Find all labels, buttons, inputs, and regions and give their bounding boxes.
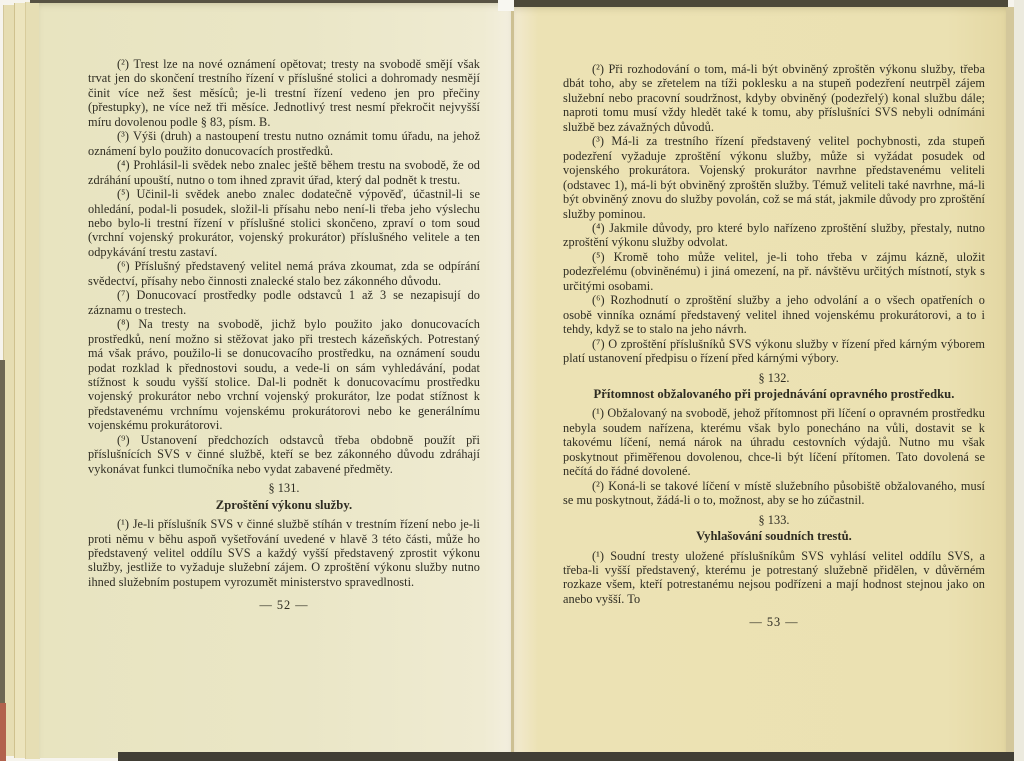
left-page-text [88, 57, 480, 613]
section-title: Zproštění výkonu služby. [215, 497, 353, 512]
paragraph: (³) Výši (druh) a nastoupení trestu nutno oznámit tomu úřadu, na jehož oznámení bylo použito donucovacích prostředků. [88, 129, 480, 158]
paragraph: (²) Koná-li se takové líčení v místě služebního působiště obžalovaného, musí se mu poskytnout, žádá-li o to, možnost, aby se ho zúčastnil. [563, 478, 985, 508]
section-number: § 133. [758, 512, 790, 527]
page-number: — 53 — [749, 615, 799, 630]
section-title: Přítomnost obžalovaného při projednávání opravného prostředku. [593, 386, 955, 401]
scan-background [1014, 0, 1024, 761]
paragraph: (⁵) Učinil-li svědek anebo znalec dodatečně výpověď, účastnil-li se ohledání, podal-li posudek, složil-li přísahu nebo není-li třeba jeho výslechu nebo bylo-li trestní řízení v příslušné stolici skončeno, zpraví o tom soud (vrchní vojenský prokurátor, vojenský prokurátor) příslušného velitele a ten odpykávání trestu zastaví. [88, 187, 480, 259]
paragraph: (⁴) Prohlásil-li svědek nebo znalec ještě během trestu na svobodě, že od zdráhání upouští, nutno o tom ihned zpravit úřad, který dal podnět k trestu. [88, 158, 480, 187]
paragraph: (²) Při rozhodování o tom, má-li být obviněný zproštěn výkonu služby, třeba dbát toho, aby se zřetelem na tíži poklesku a na stupeň podezření neutrpěl zájem služební nebo pracovní soudržnost, kdyby obviněný (podezřelý) konal službu dále; naproti tomu musí vždy hledět také k tomu, aby příslušníci SVS nebyli odnímáni službě bez závažných důvodů. [563, 62, 985, 134]
paragraph: (⁴) Jakmile důvody, pro které bylo nařízeno zproštění služby, přestaly, nutno zproštění výkonu služby odvolat. [563, 220, 985, 250]
bottom-shadow [118, 752, 1014, 761]
page-edge-right [1006, 7, 1014, 755]
section-number: § 131. [268, 481, 300, 496]
top-shadow [30, 0, 498, 3]
top-shadow [514, 0, 1008, 7]
paragraph: (⁶) Příslušný představený velitel nemá práva zkoumat, zda se odpírání svědectví, přísahy nebo činnosti znalecké stalo bez zákonného důvodu. [88, 259, 480, 288]
paragraph: (¹) Soudní tresty uložené příslušníkům SVS vyhlásí velitel oddílu SVS, a třeba-li vyšší představený, kterému je potrestaný služebně přidělen, v důvěrném rozkaze všem, kteří potrestanému nejsou podřízeni a mají hodnost stejnou jako on anebo vyšší. To [563, 548, 985, 606]
binding-stain [0, 703, 6, 761]
paragraph: (⁹) Ustanovení předchozích odstavců třeba obdobně použít při příslušnících SVS v činné službě, kteří se bez zákonného důvodu zdráhají vykonávat funkci tlumočníka nebo vydat zabavené předměty. [88, 432, 480, 476]
paragraph: (¹) Je-li příslušník SVS v činné službě stíhán v trestním řízení nebo je-li proti němu v běhu aspoň vyšetřování uvedené v hlavě 3 této části, může ho představený velitel oddílu SVS a každý vyšší představený zprostit výkonu služby, jestliže to vyžaduje služební zájem. O zproštění výkonu služby nutno ihned služebním postupem vyrozumět ministerstvo spravedlnosti. [88, 517, 480, 589]
right-page-text [563, 62, 985, 630]
paragraph: (⁶) Rozhodnutí o zproštění služby a jeho odvolání a o všech opatřeních o osobě vinníka oznámí představený velitel ihned vojenskému prokurátorovi, a to i tehdy, když se to stalo na jeho návrh. [563, 293, 985, 337]
paragraph: (¹) Obžalovaný na svobodě, jehož přítomnost při líčení o opravném prostředku nebyla soudem nařízena, kterému však bylo ponecháno na vůli, dostavit se k takovému líčení, nemá nárok na úhradu cestovních výdajů. Nutno mu však poskytnout přiměřenou dovolenou, chce-li být líčení přítomen. Tato dovolená se nečítá do řádné dovolené. [563, 406, 985, 479]
section-title: Vyhlašování soudních trestů. [696, 529, 852, 544]
paragraph: (⁷) O zproštění příslušníků SVS výkonu služby v řízení před kárným výborem platí ustanovení předpisu o řízení před kárnými výbory. [563, 336, 985, 366]
binding-shadow [0, 360, 5, 705]
paragraph: (²) Trest lze na nové oznámení opětovat; tresty na svobodě smějí však trvat jen do skončení trestního řízení v příslušné stolici a dohromady nesmějí činit více než šest měsíců; je-li trestní řízení vedeno jen pro přečiny (přestupky), ne více než tři měsíce. Jednotlivý trest nesmí překročit nejvyšší míru dovolenou podle § 83, písm. B. [88, 57, 480, 129]
page-edge-strip [25, 2, 40, 759]
section-number: § 132. [758, 370, 790, 385]
gutter-notch [498, 0, 514, 11]
page-number: — 52 — [259, 598, 309, 613]
paragraph: (³) Má-li za trestního řízení představený velitel pochybnosti, zda stupeň podezření vyžaduje zproštění výkonu služby, může si vyžádat posudek od vojenského prokurátora. Vojenský prokurátor navrhne představenému veliteli (odstavec 1), má-li být obviněný zproštěn služby. Témuž veliteli také navrhne, má-li být obviněný znovu do služby povolán, což se má stát, jakmile důvody pro zproštění služby pominou. [563, 134, 985, 221]
paragraph: (⁸) Na tresty na svobodě, jichž bylo použito jako donucovacích prostředků, není možno si stěžovat jako při trestech kázeňských. Potrestaný má však právo, použilo-li se donucovacího prostředku, na oznámení soudu podat rozklad k přednostovi soudu, a vede-li on sám vyhledávání, podat stížnost k soudu vyšší stolice. Dal-li podnět k donucovacímu prostředku vojenský prokurátor nebo vrchní vojenský prokurátor, lze podat stížnost k představenému vrchnímu vojenskému prokurátorovi nebo ke generálnímu vojenskému prokurátorovi. [88, 317, 480, 433]
paragraph: (⁷) Donucovací prostředky podle odstavců 1 až 3 se nezapisují do záznamu o trestech. [88, 288, 480, 317]
paragraph: (⁵) Kromě toho může velitel, je-li toho třeba v zájmu kázně, uložit podezřelému (obviněnému) i jiná omezení, na př. návštěvu určitých místnotí, styk s určitými osobami. [563, 249, 985, 293]
